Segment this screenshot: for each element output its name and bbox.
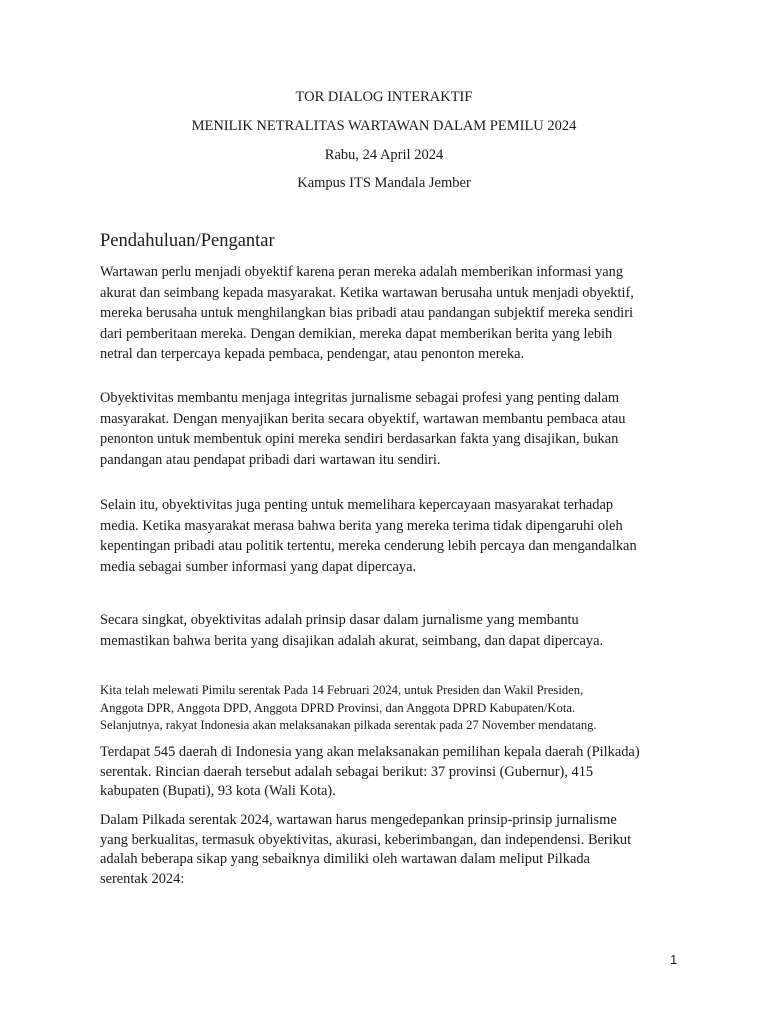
text-line: Wartawan perlu menjadi obyektif karena peran mereka adalah memberikan informasi yang bbox=[100, 264, 624, 280]
section-heading: Pendahuluan/Pengantar bbox=[100, 231, 275, 251]
paragraph-objectivity-intro bbox=[100, 262, 690, 365]
text-line: serentak 2024: bbox=[100, 870, 185, 887]
paragraph-public-trust bbox=[100, 495, 690, 577]
paragraph-journalist-principles bbox=[100, 811, 690, 889]
text-line: Dalam Pilkada serentak 2024, wartawan harus mengedepankan prinsip-prinsip jurnalisme bbox=[100, 812, 617, 828]
text-line: Anggota DPR, Anggota DPD, Anggota DPRD Provinsi, dan Anggota DPRD Kabupaten/Kota. bbox=[100, 700, 576, 715]
text-line: kepentingan pribadi atau politik tertentu, mereka cenderung lebih percaya dan mengandalkan bbox=[100, 538, 637, 555]
text-line: Selanjutnya, rakyat Indonesia akan melaksanakan pilkada serentak pada 27 November mendatang. bbox=[100, 718, 597, 732]
document-subtitle: MENILIK NETRALITAS WARTAWAN DALAM PEMILU 2024 bbox=[191, 118, 577, 134]
event-venue: Kampus ITS Mandala Jember bbox=[297, 175, 471, 191]
text-line: yang berkualitas, termasuk obyektivitas, akurasi, keberimbangan, dan independensi. Berikut bbox=[100, 831, 632, 848]
text-line: netral dan terpercaya kepada pembaca, pendengar, atau penonton mereka. bbox=[100, 346, 525, 363]
text-line: Secara singkat, obyektivitas adalah prinsip dasar dalam jurnalisme yang membantu bbox=[100, 612, 579, 628]
document-title: TOR DIALOG INTERAKTIF bbox=[295, 89, 473, 105]
text-line: Obyektivitas membantu menjaga integritas jurnalisme sebagai profesi yang penting dalam bbox=[100, 390, 620, 406]
text-line: masyarakat. Dengan menyajikan berita secara obyektif, wartawan membantu pembaca atau bbox=[100, 410, 626, 427]
text-line: serentak. Rincian daerah tersebut adalah sebagai berikut: 37 provinsi (Gubernur), 415 bbox=[100, 763, 594, 780]
event-date: Rabu, 24 April 2024 bbox=[324, 147, 444, 163]
page-number: 1 bbox=[670, 952, 678, 967]
paragraph-pilkada-regions bbox=[100, 743, 690, 802]
text-line: penonton untuk membentuk opini mereka sendiri berdasarkan fakta yang disajikan, bukan bbox=[100, 431, 619, 448]
text-line: media sebagai sumber informasi yang dapat dipercaya. bbox=[100, 558, 417, 575]
text-line: dari pemberitaan mereka. Dengan demikian, mereka dapat memberikan berita yang lebih bbox=[100, 325, 613, 342]
text-line: akurat dan seimbang kepada masyarakat. Ketika wartawan berusaha untuk menjadi obyektif, bbox=[100, 284, 634, 301]
text-line: pandangan atau pendapat pribadi dari wartawan itu sendiri. bbox=[100, 451, 441, 468]
text-line: media. Ketika masyarakat merasa bahwa berita yang mereka terima tidak dipengaruhi oleh bbox=[100, 517, 623, 534]
text-line: Terdapat 545 daerah di Indonesia yang akan melaksanakan pemilihan kepala daerah (Pilkada) bbox=[100, 744, 640, 760]
paragraph-pemilu-recap bbox=[100, 682, 700, 735]
text-line: memastikan bahwa berita yang disajikan adalah akurat, seimbang, dan dapat dipercaya. bbox=[100, 632, 604, 649]
paragraph-summary bbox=[100, 610, 690, 651]
paragraph-integrity bbox=[100, 388, 690, 470]
text-line: Selain itu, obyektivitas juga penting untuk memelihara kepercayaan masyarakat terhadap bbox=[100, 497, 614, 513]
text-line: Kita telah melewati Pimilu serentak Pada 14 Februari 2024, untuk Presiden dan Wakil Presiden, bbox=[100, 683, 584, 697]
text-line: kabupaten (Bupati), 93 kota (Wali Kota). bbox=[100, 783, 336, 799]
text-line: adalah beberapa sikap yang sebaiknya dimiliki oleh wartawan dalam meliput Pilkada bbox=[100, 851, 590, 867]
text-line: mereka berusaha untuk menghilangkan bias pribadi atau pandangan subjektif mereka sendiri bbox=[100, 305, 634, 322]
